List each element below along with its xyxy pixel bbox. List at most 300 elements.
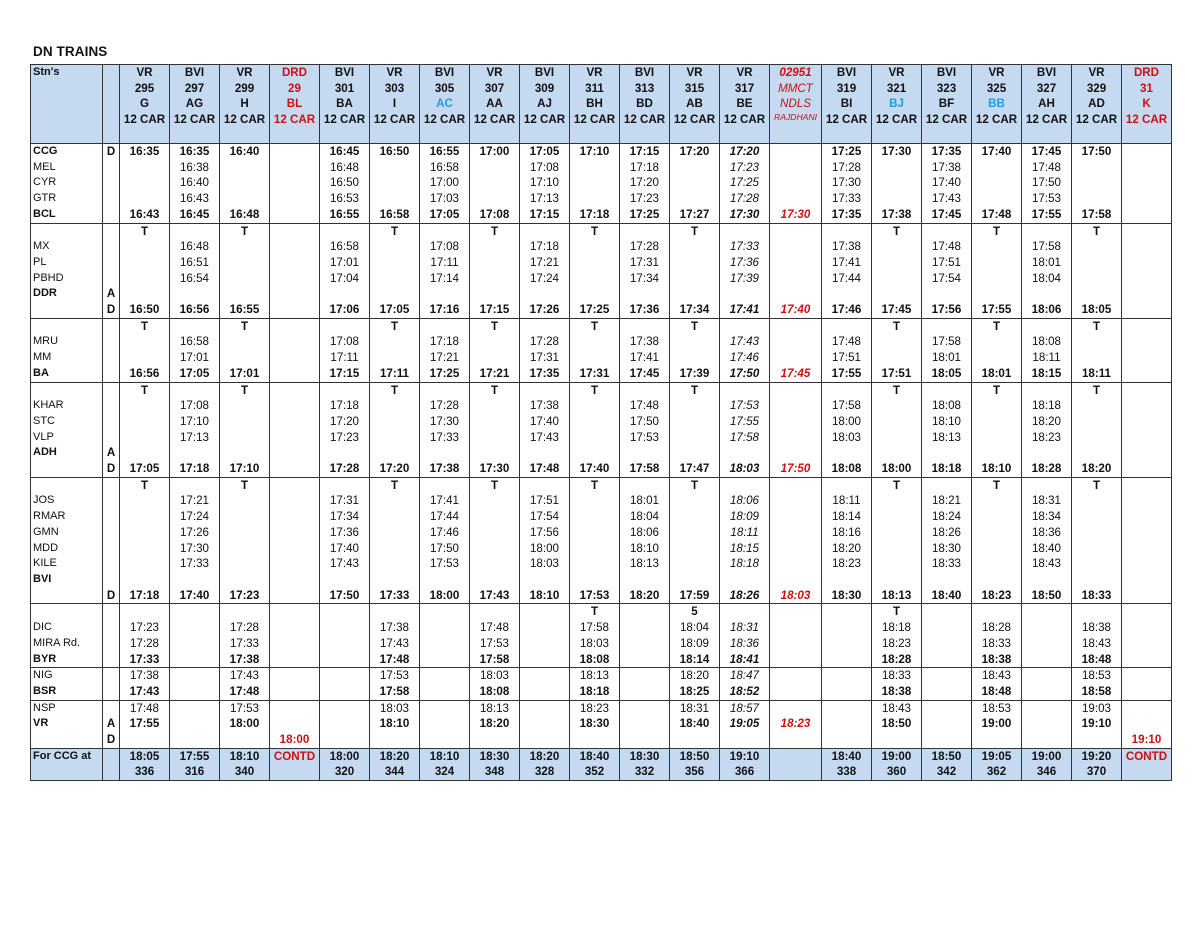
time-cell: 18:48 (972, 684, 1022, 700)
train-column-header (872, 65, 922, 144)
train-code: BJ (889, 97, 904, 111)
time-cell: 17:48 (922, 239, 972, 255)
time-cell: 16:50 (370, 144, 420, 160)
time-cell (770, 604, 822, 620)
time-cell (570, 414, 620, 430)
time-cell (1072, 604, 1122, 620)
time-cell (822, 684, 872, 700)
time-cell (320, 572, 370, 588)
time-cell: 18:01 (620, 493, 670, 509)
time-cell: 18:43 (1072, 636, 1122, 652)
time-cell (520, 286, 570, 302)
timetable-row (31, 144, 1172, 160)
time-cell (1072, 350, 1122, 366)
time-cell (420, 636, 470, 652)
train-number: 301 (334, 81, 355, 95)
time-cell (1072, 191, 1122, 207)
ccg-arrival-time: CONTD (273, 749, 316, 763)
train-origin: VR (386, 66, 403, 79)
time-cell (370, 604, 420, 620)
time-cell (1122, 366, 1172, 382)
time-cell: 17:15 (620, 144, 670, 160)
time-cell (170, 572, 220, 588)
time-cell (670, 350, 720, 366)
train-number: 315 (684, 81, 705, 95)
time-cell (570, 509, 620, 525)
time-cell (972, 509, 1022, 525)
time-cell (670, 493, 720, 509)
time-cell: T (670, 223, 720, 239)
ccg-arrival-time: 18:05 (129, 749, 160, 763)
time-cell (872, 160, 922, 176)
time-cell (1122, 350, 1172, 366)
time-cell (822, 668, 872, 684)
time-cell: 18:09 (670, 636, 720, 652)
time-cell (922, 701, 972, 717)
time-cell: 17:33 (720, 239, 770, 255)
time-cell: 19:10 (1122, 732, 1172, 748)
time-cell (1072, 572, 1122, 588)
time-cell (770, 701, 822, 717)
train-origin: 02951 (779, 66, 812, 79)
train-code: K (1142, 97, 1151, 111)
time-cell: 17:40 (170, 588, 220, 604)
time-cell (822, 652, 872, 668)
time-cell (972, 175, 1022, 191)
time-cell (320, 716, 370, 732)
time-cell (320, 604, 370, 620)
time-cell (1072, 255, 1122, 271)
time-cell: 17:39 (670, 366, 720, 382)
time-cell (470, 556, 520, 572)
timetable-row (31, 716, 1172, 732)
train-origin: DRD (281, 66, 308, 79)
train-column-header (770, 65, 822, 144)
station-name: BCL (31, 207, 103, 223)
time-cell (720, 604, 770, 620)
time-cell: 17:28 (520, 334, 570, 350)
time-cell: 17:45 (770, 366, 822, 382)
time-cell: 17:43 (520, 430, 570, 446)
timetable-row (31, 477, 1172, 493)
train-origin: VR (486, 66, 503, 79)
time-cell (420, 732, 470, 748)
time-cell (872, 493, 922, 509)
time-cell (320, 652, 370, 668)
time-cell: 17:08 (320, 334, 370, 350)
time-cell (220, 414, 270, 430)
time-cell: 19:00 (972, 716, 1022, 732)
time-cell (872, 430, 922, 446)
time-cell (170, 477, 220, 493)
time-cell: 18:43 (972, 668, 1022, 684)
time-cell: 16:40 (220, 144, 270, 160)
time-cell (620, 572, 670, 588)
time-cell: 18:57 (720, 701, 770, 717)
time-cell: T (120, 382, 170, 398)
ccg-return-cell (370, 748, 420, 780)
time-cell: 17:51 (520, 493, 570, 509)
time-cell (1072, 493, 1122, 509)
arr-dep-flag: A (103, 445, 120, 461)
time-cell: 17:04 (320, 271, 370, 287)
time-cell (470, 255, 520, 271)
time-cell: 17:28 (720, 191, 770, 207)
time-cell (972, 604, 1022, 620)
time-cell (270, 430, 320, 446)
time-cell (922, 318, 972, 334)
time-cell (620, 701, 670, 717)
time-cell: 18:52 (720, 684, 770, 700)
station-name: VLP (31, 430, 103, 446)
time-cell: 18:23 (972, 588, 1022, 604)
time-cell: 17:08 (520, 160, 570, 176)
ccg-arrival-time: 18:40 (579, 749, 610, 763)
time-cell (670, 732, 720, 748)
time-cell: 18:36 (720, 636, 770, 652)
time-cell (1072, 445, 1122, 461)
time-cell: 17:46 (822, 302, 872, 318)
time-cell: 16:48 (170, 239, 220, 255)
time-cell: 17:21 (170, 493, 220, 509)
time-cell (370, 556, 420, 572)
time-cell: 18:25 (670, 684, 720, 700)
time-cell: 17:34 (320, 509, 370, 525)
time-cell: 17:50 (420, 541, 470, 557)
arr-dep-flag: D (103, 302, 120, 318)
timetable-row (31, 509, 1172, 525)
time-cell (120, 525, 170, 541)
return-train-number: 340 (234, 765, 255, 779)
time-cell (1122, 271, 1172, 287)
arr-dep-flag (103, 509, 120, 525)
return-train-number: 348 (484, 765, 505, 779)
time-cell: 18:03 (520, 556, 570, 572)
ccg-arrival-time: 19:00 (881, 749, 912, 763)
time-cell (570, 239, 620, 255)
station-name: RMAR (31, 509, 103, 525)
train-code: NDLS (780, 97, 811, 111)
time-cell: 17:35 (520, 366, 570, 382)
time-cell: 18:18 (1022, 398, 1072, 414)
ccg-arrival-time: 18:40 (831, 749, 862, 763)
time-cell (320, 223, 370, 239)
time-cell (120, 255, 170, 271)
time-cell (370, 493, 420, 509)
time-cell (670, 286, 720, 302)
time-cell (1072, 175, 1122, 191)
time-cell (170, 732, 220, 748)
time-cell (620, 684, 670, 700)
timetable-row (31, 588, 1172, 604)
time-cell (972, 445, 1022, 461)
train-code: AJ (537, 97, 552, 111)
station-name: CYR (31, 175, 103, 191)
time-cell (1122, 509, 1172, 525)
time-cell: 17:25 (420, 366, 470, 382)
time-cell: 18:03 (570, 636, 620, 652)
time-cell: 16:43 (170, 191, 220, 207)
time-cell: 17:25 (570, 302, 620, 318)
train-origin: VR (888, 66, 905, 79)
time-cell (570, 541, 620, 557)
station-name: STC (31, 414, 103, 430)
time-cell (270, 620, 320, 636)
time-cell (120, 286, 170, 302)
time-cell: 17:23 (620, 191, 670, 207)
time-cell (220, 398, 270, 414)
time-cell: 18:53 (1072, 668, 1122, 684)
time-cell (170, 318, 220, 334)
ccg-return-cell (922, 748, 972, 780)
time-cell: 17:08 (470, 207, 520, 223)
time-cell (270, 286, 320, 302)
arr-dep-flag: D (103, 461, 120, 477)
time-cell (470, 732, 520, 748)
time-cell: 18:01 (922, 350, 972, 366)
arr-dep-flag (103, 350, 120, 366)
time-cell (922, 668, 972, 684)
time-cell (570, 286, 620, 302)
time-cell: 17:40 (770, 302, 822, 318)
time-cell (872, 732, 922, 748)
ccg-return-cell (1072, 748, 1122, 780)
time-cell (370, 271, 420, 287)
train-cars: 12 CAR (123, 113, 166, 127)
time-cell: 17:24 (170, 509, 220, 525)
time-cell (270, 525, 320, 541)
time-cell: 18:13 (620, 556, 670, 572)
time-cell: 16:35 (170, 144, 220, 160)
time-cell: 18:40 (670, 716, 720, 732)
time-cell (120, 175, 170, 191)
time-cell (370, 445, 420, 461)
time-cell (1072, 160, 1122, 176)
time-cell (620, 318, 670, 334)
time-cell (370, 255, 420, 271)
time-cell (720, 732, 770, 748)
train-number: 317 (734, 81, 755, 95)
station-name (31, 732, 103, 748)
time-cell (922, 223, 972, 239)
time-cell: 18:18 (720, 556, 770, 572)
timetable (30, 64, 1172, 781)
time-cell (1122, 477, 1172, 493)
train-cars: 12 CAR (723, 113, 766, 127)
train-number: 305 (434, 81, 455, 95)
timetable-row (31, 398, 1172, 414)
time-cell: 16:38 (170, 160, 220, 176)
return-train-number: 360 (886, 765, 907, 779)
time-cell (1122, 144, 1172, 160)
footer-spacer (103, 748, 120, 780)
time-cell (520, 318, 570, 334)
train-column-header (420, 65, 470, 144)
train-origin: BVI (184, 66, 205, 79)
time-cell (770, 334, 822, 350)
time-cell (120, 271, 170, 287)
time-cell: T (470, 382, 520, 398)
time-cell (570, 572, 620, 588)
time-cell (470, 286, 520, 302)
time-cell: 18:31 (1022, 493, 1072, 509)
time-cell (1022, 223, 1072, 239)
time-cell (570, 525, 620, 541)
time-cell (972, 493, 1022, 509)
time-cell (770, 541, 822, 557)
time-cell (570, 398, 620, 414)
time-cell (670, 398, 720, 414)
time-cell: 18:10 (620, 541, 670, 557)
train-column-header (720, 65, 770, 144)
time-cell: T (220, 318, 270, 334)
time-cell: 18:36 (1022, 525, 1072, 541)
time-cell (720, 445, 770, 461)
time-cell: 17:59 (670, 588, 720, 604)
time-cell (1122, 716, 1172, 732)
station-name: NSP (31, 701, 103, 717)
time-cell: 18:26 (922, 525, 972, 541)
time-cell (1122, 525, 1172, 541)
time-cell (270, 716, 320, 732)
time-cell (320, 684, 370, 700)
time-cell (170, 604, 220, 620)
time-cell (670, 271, 720, 287)
time-cell: 17:41 (620, 350, 670, 366)
time-cell: 18:11 (822, 493, 872, 509)
time-cell: 17:55 (720, 414, 770, 430)
ccg-arrival-time: 18:00 (329, 749, 360, 763)
time-cell: 18:10 (972, 461, 1022, 477)
time-cell: 18:41 (720, 652, 770, 668)
time-cell (872, 556, 922, 572)
time-cell (570, 191, 620, 207)
time-cell: 18:10 (922, 414, 972, 430)
train-code: AH (1038, 97, 1055, 111)
time-cell (320, 636, 370, 652)
time-cell (770, 286, 822, 302)
ccg-arrival-time: 18:20 (529, 749, 560, 763)
time-cell: T (872, 382, 922, 398)
time-cell (420, 620, 470, 636)
time-cell: 16:48 (320, 160, 370, 176)
time-cell: 17:53 (420, 556, 470, 572)
time-cell: 5 (670, 604, 720, 620)
time-cell: 18:15 (1022, 366, 1072, 382)
time-cell (670, 525, 720, 541)
time-cell: T (570, 223, 620, 239)
time-cell: 17:36 (620, 302, 670, 318)
time-cell (420, 668, 470, 684)
time-cell: 16:51 (170, 255, 220, 271)
time-cell (670, 160, 720, 176)
arr-dep-flag (103, 366, 120, 382)
time-cell: 17:05 (520, 144, 570, 160)
time-cell (770, 255, 822, 271)
time-cell: 18:06 (1022, 302, 1072, 318)
time-cell (370, 286, 420, 302)
train-column-header (370, 65, 420, 144)
time-cell (320, 286, 370, 302)
time-cell (370, 191, 420, 207)
time-cell (822, 604, 872, 620)
time-cell: 16:53 (320, 191, 370, 207)
time-cell: 16:54 (170, 271, 220, 287)
time-cell (270, 477, 320, 493)
header-row (31, 65, 1172, 144)
time-cell: 17:10 (520, 175, 570, 191)
time-cell (470, 414, 520, 430)
time-cell (120, 493, 170, 509)
time-cell (520, 716, 570, 732)
time-cell: 18:18 (922, 461, 972, 477)
train-number: 295 (134, 81, 155, 95)
time-cell (720, 382, 770, 398)
station-name (31, 223, 103, 239)
time-cell: 18:30 (922, 541, 972, 557)
time-cell: 17:33 (420, 430, 470, 446)
time-cell (620, 620, 670, 636)
time-cell: 17:20 (620, 175, 670, 191)
station-name: NIG (31, 668, 103, 684)
time-cell: 18:48 (1072, 652, 1122, 668)
time-cell: 17:56 (922, 302, 972, 318)
time-cell (270, 302, 320, 318)
time-cell (420, 684, 470, 700)
time-cell: 17:43 (720, 334, 770, 350)
time-cell: 18:23 (770, 716, 822, 732)
ccg-return-cell (872, 748, 922, 780)
time-cell (270, 239, 320, 255)
time-cell (922, 572, 972, 588)
time-cell: 17:33 (822, 191, 872, 207)
time-cell (520, 604, 570, 620)
time-cell (220, 255, 270, 271)
time-cell: 16:40 (170, 175, 220, 191)
station-name (31, 382, 103, 398)
return-train-number: 356 (684, 765, 705, 779)
time-cell (170, 445, 220, 461)
time-cell: 16:45 (320, 144, 370, 160)
station-name: CCG (31, 144, 103, 160)
train-origin: VR (736, 66, 753, 79)
time-cell: 18:33 (1072, 588, 1122, 604)
station-name: MIRA Rd. (31, 636, 103, 652)
time-cell (1122, 604, 1172, 620)
return-train-number: 320 (334, 765, 355, 779)
time-cell (1072, 414, 1122, 430)
time-cell: 17:53 (1022, 191, 1072, 207)
time-cell (670, 414, 720, 430)
time-cell (620, 652, 670, 668)
time-cell: 18:23 (822, 556, 872, 572)
train-number: 29 (288, 81, 301, 95)
arr-dep-flag: D (103, 732, 120, 748)
time-cell: 18:31 (670, 701, 720, 717)
time-cell: 18:33 (972, 636, 1022, 652)
timetable-row (31, 366, 1172, 382)
time-cell: T (220, 382, 270, 398)
arr-dep-flag (103, 239, 120, 255)
arr-dep-flag (103, 430, 120, 446)
time-cell (922, 382, 972, 398)
time-cell: 17:23 (720, 160, 770, 176)
time-cell (270, 684, 320, 700)
time-cell: 17:53 (720, 398, 770, 414)
time-cell (420, 223, 470, 239)
time-cell (1122, 701, 1172, 717)
time-cell: 17:15 (520, 207, 570, 223)
